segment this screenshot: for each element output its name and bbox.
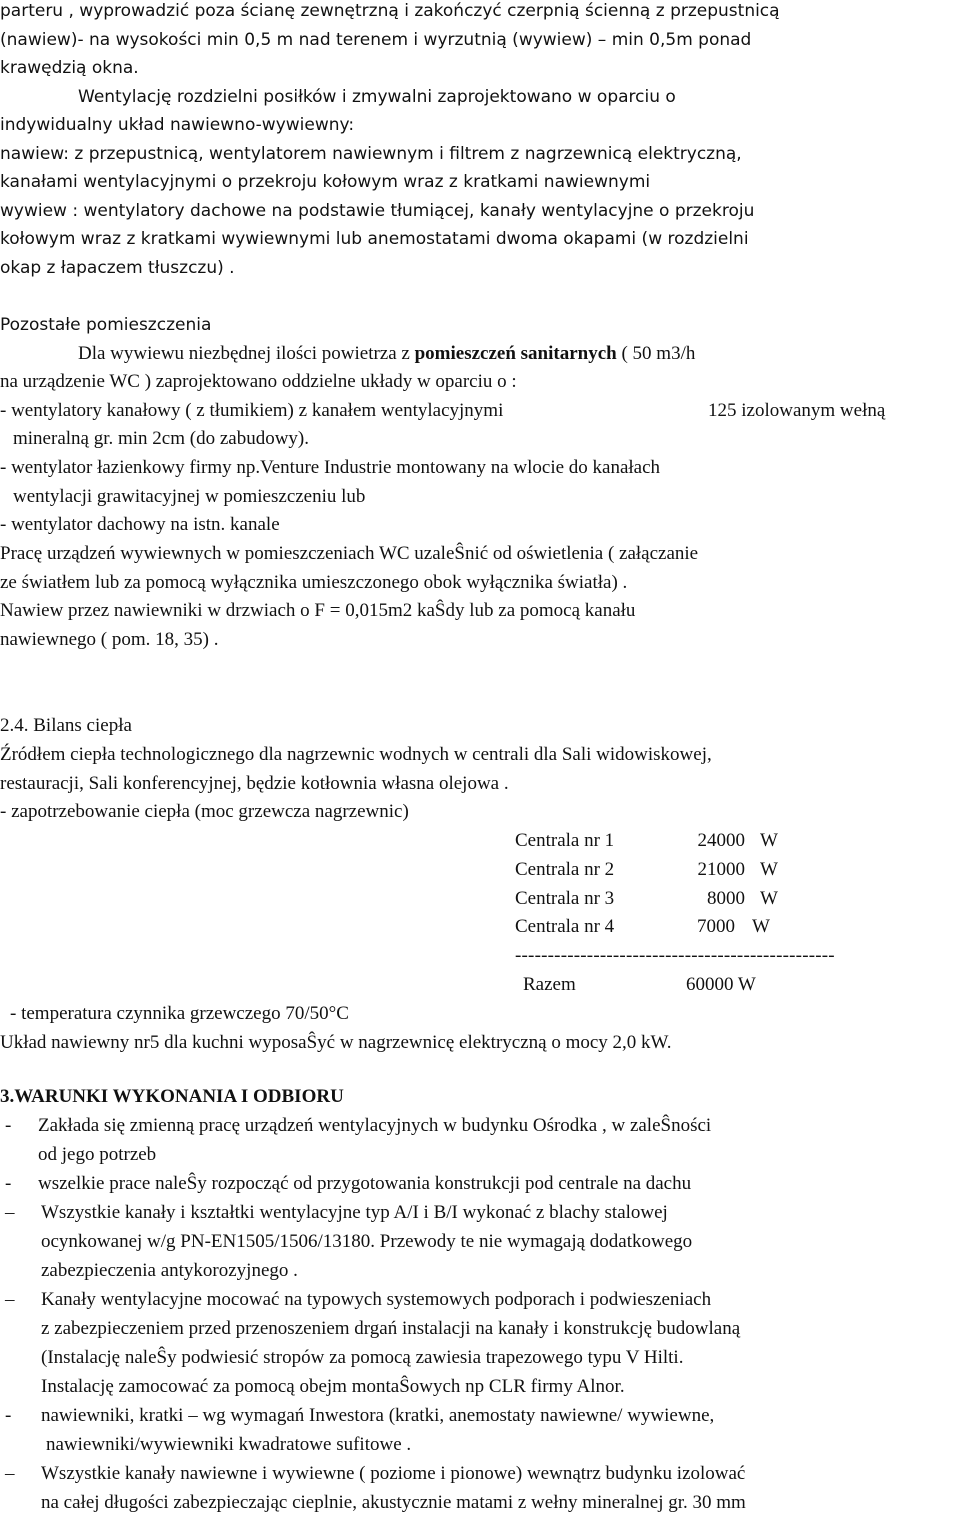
text-line: - temperatura czynnika grzewczego 70/50°C	[10, 1003, 349, 1024]
section-heading-bilans: 2.4. Bilans ciepła	[0, 715, 132, 736]
text-line: indywidualny układ nawiewno-wywiewny:	[0, 115, 355, 135]
section-heading-pozostale: Pozostałe pomieszczenia	[0, 315, 212, 335]
centrala-unit: W	[760, 888, 778, 909]
centrala-unit: W	[760, 830, 778, 851]
table-separator: -------------------------------------------------	[515, 945, 835, 966]
centrala-label: Centrala nr 1	[515, 830, 615, 851]
section-heading-warunki: 3.WARUNKI WYKONANIA I ODBIORU	[0, 1086, 344, 1107]
text-line: na urządzenie WC ) zaprojektowano oddzielne układy w oparciu o :	[0, 371, 517, 392]
list-bullet: –	[5, 1202, 15, 1223]
list-item-line: nawiewniki, kratki – wg wymagań Inwestora (kratki, anemostaty nawiewne/ wywiewne,	[41, 1405, 715, 1426]
centrala-label: Centrala nr 3	[515, 888, 615, 909]
text-line: krawędzią okna.	[0, 58, 139, 78]
text-line: Nawiew przez nawiewniki w drzwiach o F = 0,015m2 kaŜdy lub za pomocą kanału	[0, 600, 636, 621]
text-line: wentylacji grawitacyjnej w pomieszczeniu lub	[13, 486, 366, 507]
list-item-line: na całej długości zabezpieczając cieplnie, akustycznie matami z wełny mineralnej gr. 30 mm	[41, 1492, 746, 1513]
list-item-line: (Instalację naleŜy podwiesić stropów za pomocą zawiesia trapezowego typu V Hilti.	[41, 1347, 684, 1368]
text-line: kołowym wraz z kratkami wywiewnymi lub anemostatami dwoma okapami (w rozdzielni	[0, 229, 749, 249]
list-bullet: –	[5, 1463, 15, 1484]
text-line: Źródłem ciepła technologicznego dla nagrzewnic wodnych w centrali dla Sali widowiskowej,	[0, 744, 712, 765]
list-bullet: -	[5, 1115, 12, 1136]
centrala-value: 21000	[697, 859, 745, 880]
text-line: ze światłem lub za pomocą wyłącznika umieszczonego obok wyłącznika światła) .	[0, 572, 628, 593]
centrala-label: Centrala nr 2	[515, 859, 615, 880]
text-line: - wentylator dachowy na istn. kanale	[0, 514, 280, 535]
list-bullet: –	[5, 1289, 15, 1310]
text-line: parteru , wyprowadzić poza ścianę zewnętrzną i zakończyć czerpnią ścienną z przepustnicą	[0, 1, 780, 21]
centrala-value: 7000	[697, 916, 735, 937]
text-line: - wentylator łazienkowy firmy np.Venture Industrie montowany na wlocie do kanałach	[0, 457, 661, 478]
text-line: restauracji, Sali konferencyjnej, będzie kotłownia własna olejowa .	[0, 773, 509, 794]
text-line: wywiew : wentylatory dachowe na podstawie tłumiącej, kanały wentylacyjne o przekroju	[0, 201, 755, 221]
text-line: Układ nawiewny nr5 dla kuchni wyposaŜyć w nagrzewnicę elektryczną o mocy 2,0 kW.	[0, 1032, 672, 1053]
text-line: 125 izolowanym wełną	[708, 400, 886, 421]
text-line: Pracę urządzeń wywiewnych w pomieszczeniach WC uzaleŜnić od oświetlenia ( załączanie	[0, 543, 699, 564]
text-line: nawiewnego ( pom. 18, 35) .	[0, 629, 219, 650]
list-item-line: Wszystkie kanały nawiewne i wywiewne ( poziome i pionowe) wewnątrz budynku izolować	[41, 1463, 746, 1484]
list-item-line: od jego potrzeb	[38, 1144, 157, 1165]
text-line: mineralną gr. min 2cm (do zabudowy).	[13, 428, 310, 449]
list-item-line: Zakłada się zmienną pracę urządzeń wentylacyjnych w budynku Ośrodka , w zaleŜności	[38, 1115, 712, 1136]
centrala-label: Centrala nr 4	[515, 916, 615, 937]
text-line: nawiew: z przepustnicą, wentylatorem nawiewnym i filtrem z nagrzewnicą elektryczną,	[0, 144, 742, 164]
list-item-line: z zabezpieczeniem przed przenoszeniem drgań instalacji na kanały i konstrukcję budowlaną	[41, 1318, 741, 1339]
bold-phrase: pomieszczeń sanitarnych	[414, 343, 617, 364]
text-line: - zapotrzebowanie ciepła (moc grzewcza nagrzewnic)	[0, 801, 409, 822]
text-line: kanałami wentylacyjnymi o przekroju kołowym wraz z kratkami nawiewnymi	[0, 172, 651, 192]
text-line: - wentylatory kanałowy ( z tłumikiem) z kanałem wentylacyjnymi	[0, 400, 504, 421]
list-item-line: zabezpieczenia antykorozyjnego .	[41, 1260, 298, 1281]
centrala-unit: W	[760, 859, 778, 880]
centrala-unit: W	[752, 916, 770, 937]
total-value: 60000 W	[686, 974, 756, 995]
list-item-line: ocynkowanej w/g PN-EN1505/1506/13180. Przewody te nie wymagają dodatkowego	[41, 1231, 693, 1252]
list-item-line: nawiewniki/wywiewniki kwadratowe sufitowe .	[46, 1434, 412, 1455]
list-bullet: -	[5, 1405, 12, 1426]
text-line: Dla wywiewu niezbędnej ilości powietrza z pomieszczeń sanitarnych ( 50 m3/h	[78, 343, 696, 364]
total-label: Razem	[523, 974, 576, 995]
list-item-line: Kanały wentylacyjne mocować na typowych systemowych podporach i podwieszeniach	[41, 1289, 712, 1310]
text-line: (nawiew)- na wysokości min 0,5 m nad terenem i wyrzutnią (wywiew) – min 0,5m ponad	[0, 30, 752, 50]
list-bullet: -	[5, 1173, 12, 1194]
text-line: okap z łapaczem tłuszczu) .	[0, 258, 235, 278]
centrala-value: 8000	[707, 888, 745, 909]
list-item-line: Instalację zamocować za pomocą obejm montaŜowych np CLR firmy Alnor.	[41, 1376, 625, 1397]
list-item-line: wszelkie prace naleŜy rozpocząć od przygotowania konstrukcji pod centrale na dachu	[38, 1173, 692, 1194]
text-line: Wentylację rozdzielni posiłków i zmywalni zaprojektowano w oparciu o	[78, 87, 676, 107]
list-item-line: Wszystkie kanały i kształtki wentylacyjne typ A/I i B/I wykonać z blachy stalowej	[41, 1202, 668, 1223]
centrala-value: 24000	[697, 830, 745, 851]
